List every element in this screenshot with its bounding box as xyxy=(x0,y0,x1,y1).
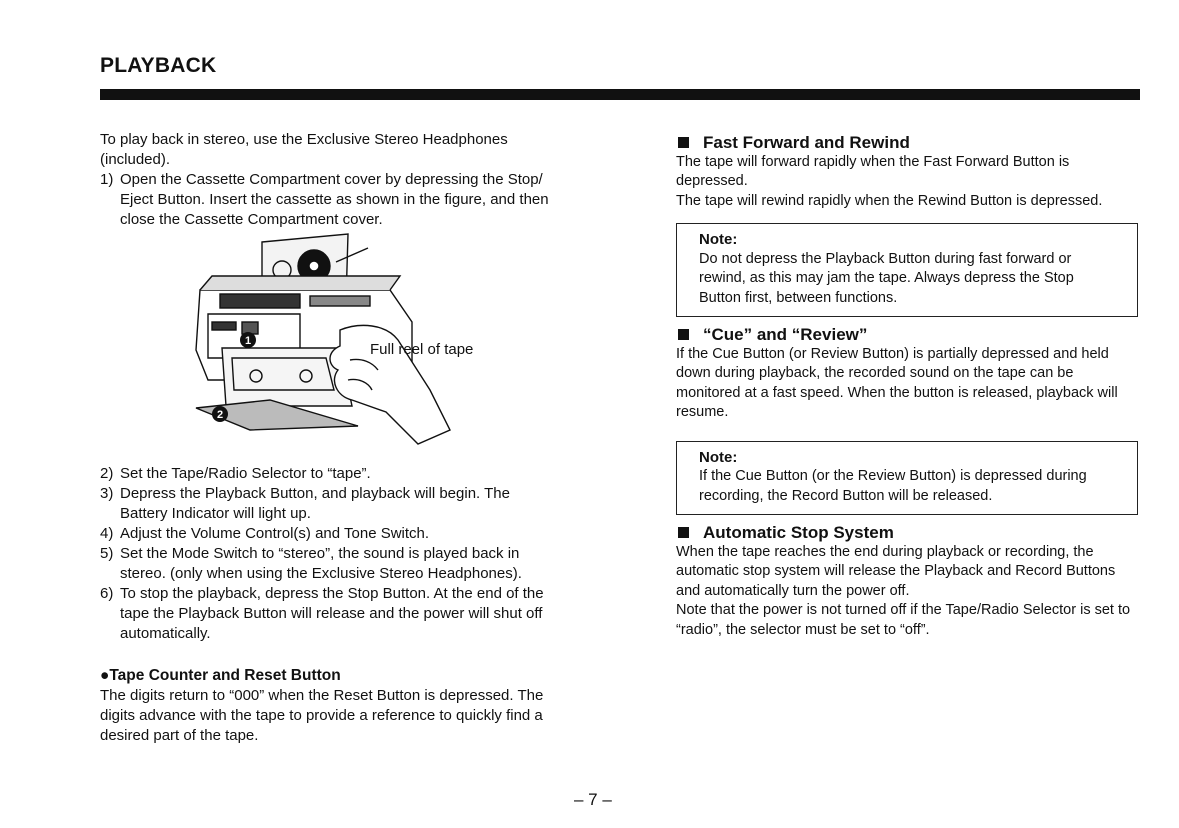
step-item xyxy=(100,484,560,524)
fast-forward-heading xyxy=(676,133,1138,153)
step-item xyxy=(100,170,560,230)
square-bullet-icon xyxy=(678,329,689,340)
step-text: Depress the Playback Button, and playback will begin. The Battery Indicator will light up. xyxy=(120,485,510,522)
step-number: 6) xyxy=(100,585,114,602)
tape-counter-text: The digits return to “000” when the Reset Button is depressed. The digits advance with the tape to provide a reference to quickly find a desired part of the tape. xyxy=(100,687,544,744)
automatic-stop-note: Note that the power is not turned off if the Tape/Radio Selector is set to “radio”, the selector must be set to “off”. xyxy=(676,602,1131,638)
step-item xyxy=(100,524,560,544)
step-text: Open the Cassette Compartment cover by depressing the Stop/ Eject Button. Insert the cassette as shown in the figure, and then close the Cassette Compartment cover. xyxy=(120,171,549,228)
cassette-player-illustration xyxy=(100,230,560,462)
step-text: To stop the playback, depress the Stop Button. At the end of the tape the Playback Button will release and the power will shut off automatically. xyxy=(120,585,544,642)
page-number: – 7 – xyxy=(574,790,612,809)
step-number: 2) xyxy=(100,465,114,482)
fast-forward-text: The tape will forward rapidly when the Fast Forward Button is depressed. xyxy=(676,153,1070,189)
section-heading-text: “Cue” and “Review” xyxy=(703,325,868,344)
section-heading-text: Automatic Stop System xyxy=(703,523,894,542)
square-bullet-icon xyxy=(678,527,689,538)
step-text: Set the Mode Switch to “stereo”, the sound is played back in stereo. (only when using the Exclusive Stereo Headphones). xyxy=(120,545,522,582)
step-number: 1) xyxy=(100,171,114,188)
left-column xyxy=(100,130,560,746)
step-item xyxy=(100,544,560,584)
step-list-top xyxy=(100,170,560,230)
step-number: 3) xyxy=(100,485,114,502)
note-text: Do not depress the Playback Button during fast forward or rewind, as this may jam the tape. Always depress the Stop Button first, between functions. xyxy=(699,250,1074,306)
svg-text:2: 2 xyxy=(216,409,224,421)
note-box xyxy=(676,441,1138,516)
figure-callout-label: Full reel of tape xyxy=(370,341,474,358)
cassette-insert-figure xyxy=(100,230,560,462)
note-text: If the Cue Button (or the Review Button) is depressed during recording, the Record Button will be released. xyxy=(699,468,1087,504)
svg-text:1: 1 xyxy=(244,335,252,347)
title-rule xyxy=(100,89,1140,100)
note-title: Note: xyxy=(699,448,738,466)
step-text: Adjust the Volume Control(s) and Tone Switch. xyxy=(120,525,430,542)
step-list xyxy=(100,464,560,644)
tape-counter-heading: ●Tape Counter and Reset Button xyxy=(100,667,341,684)
note-title: Note: xyxy=(699,231,738,248)
step-text: Set the Tape/Radio Selector to “tape”. xyxy=(120,465,371,482)
section-heading-text: Fast Forward and Rewind xyxy=(703,133,910,152)
step-item xyxy=(100,464,560,484)
note-box xyxy=(676,223,1138,317)
step-item xyxy=(100,584,560,644)
square-bullet-icon xyxy=(678,137,689,148)
cue-review-text: If the Cue Button (or Review Button) is partially depressed and held down during playback, the recorded sound on the tape can be monitored at a fast speed. When the button is released, playback will resume. xyxy=(676,345,1118,420)
automatic-stop-heading xyxy=(676,523,1138,543)
step-number: 4) xyxy=(100,525,114,542)
page-title: PLAYBACK xyxy=(100,54,217,77)
rewind-text: The tape will rewind rapidly when the Rewind Button is depressed. xyxy=(676,192,1103,209)
right-column xyxy=(676,133,1138,640)
intro-text: To play back in stereo, use the Exclusive Stereo Headphones (included). xyxy=(100,131,508,168)
cue-review-heading xyxy=(676,325,1138,345)
step-number: 5) xyxy=(100,545,114,562)
automatic-stop-text: When the tape reaches the end during playback or recording, the automatic stop system will release the Playback and Record Buttons and automatically turn the power off. xyxy=(676,543,1116,599)
